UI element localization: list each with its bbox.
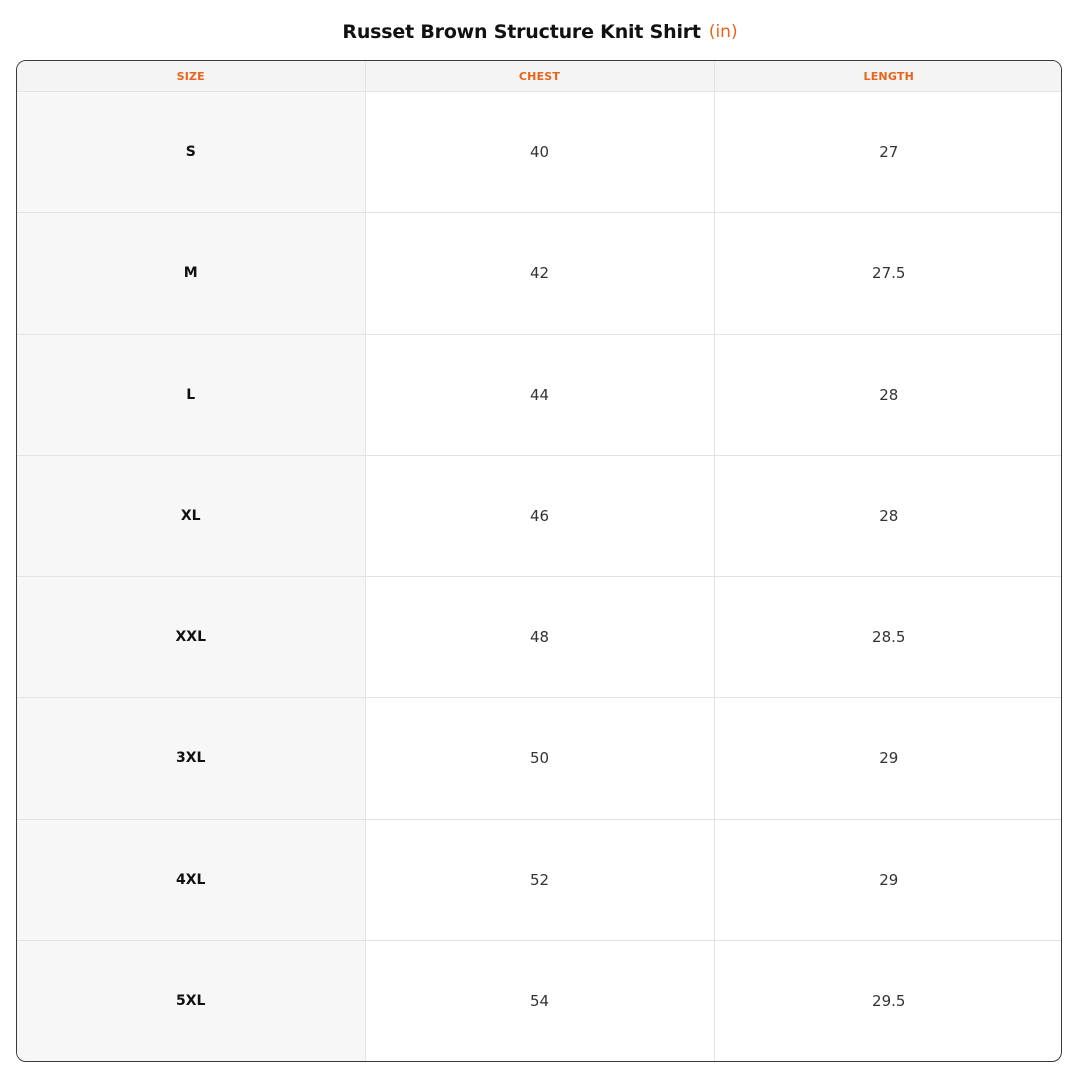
table-row bbox=[17, 819, 1062, 940]
size-chart-table bbox=[17, 61, 1062, 1061]
table-row bbox=[17, 92, 1062, 213]
length-cell: 29 bbox=[714, 698, 1062, 819]
column-header-chest: CHEST bbox=[365, 61, 714, 92]
page-title: Russet Brown Structure Knit Shirt bbox=[342, 21, 701, 43]
chest-cell: 44 bbox=[365, 334, 714, 455]
title-row bbox=[0, 14, 1080, 50]
table-row bbox=[17, 334, 1062, 455]
chest-cell: 42 bbox=[365, 213, 714, 334]
size-cell: 4XL bbox=[17, 819, 365, 940]
chest-cell: 48 bbox=[365, 577, 714, 698]
size-cell: XL bbox=[17, 455, 365, 576]
size-chart-table-container bbox=[16, 60, 1062, 1062]
unit-label: (in) bbox=[708, 22, 738, 42]
size-cell: L bbox=[17, 334, 365, 455]
size-cell: S bbox=[17, 92, 365, 213]
table-row bbox=[17, 455, 1062, 576]
table-header-row bbox=[17, 61, 1062, 92]
size-cell: 5XL bbox=[17, 940, 365, 1061]
length-cell: 28.5 bbox=[714, 577, 1062, 698]
chest-cell: 40 bbox=[365, 92, 714, 213]
chest-cell: 46 bbox=[365, 455, 714, 576]
size-cell: M bbox=[17, 213, 365, 334]
chest-cell: 50 bbox=[365, 698, 714, 819]
table-row bbox=[17, 698, 1062, 819]
length-cell: 28 bbox=[714, 334, 1062, 455]
length-cell: 29 bbox=[714, 819, 1062, 940]
chest-cell: 54 bbox=[365, 940, 714, 1061]
length-cell: 27.5 bbox=[714, 213, 1062, 334]
length-cell: 29.5 bbox=[872, 991, 906, 1010]
chest-cell: 52 bbox=[365, 819, 714, 940]
length-cell: 27 bbox=[714, 92, 1062, 213]
table-row bbox=[17, 577, 1062, 698]
column-header-length: LENGTH bbox=[714, 61, 1062, 92]
size-cell: XXL bbox=[17, 577, 365, 698]
table-row bbox=[17, 940, 1062, 1061]
table-row bbox=[17, 213, 1062, 334]
length-cell: 28 bbox=[714, 455, 1062, 576]
size-cell: 3XL bbox=[17, 698, 365, 819]
column-header-size: SIZE bbox=[17, 61, 365, 92]
